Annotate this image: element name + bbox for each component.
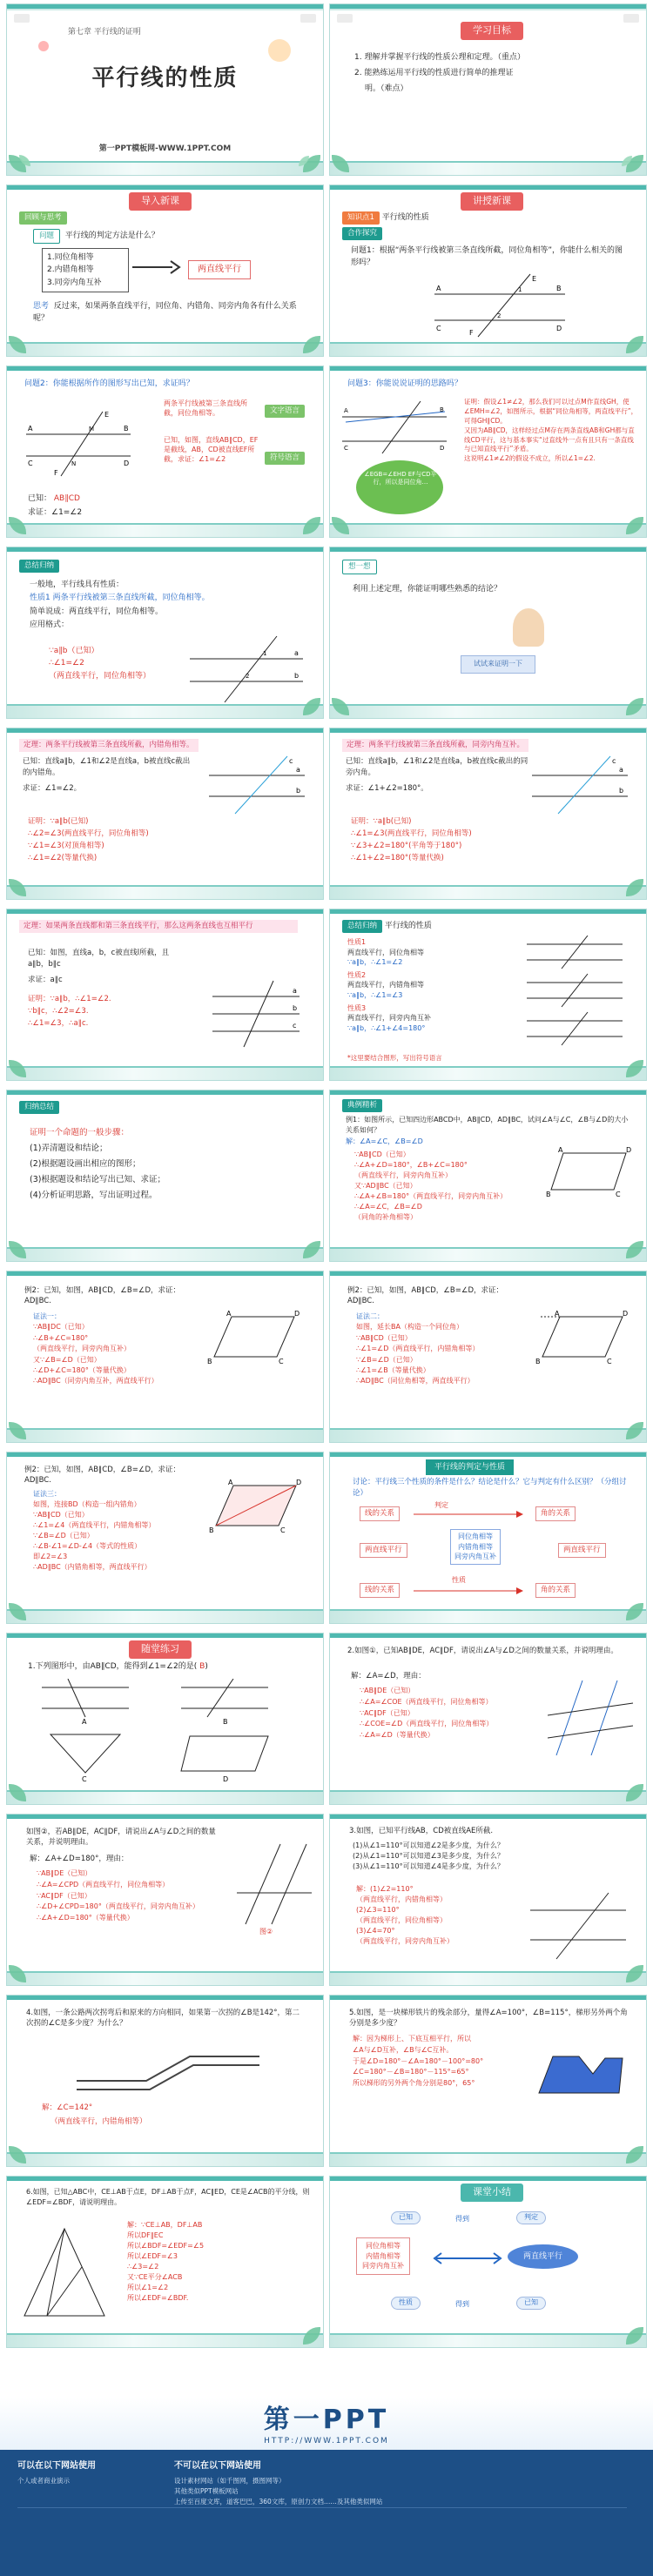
footer-logo: 第一PPT bbox=[263, 2405, 390, 2435]
bubble-illustration bbox=[356, 460, 443, 514]
theorem-given: 已知：如图，直线a，b，c被直线l所截，且 a∥b，b∥c bbox=[28, 949, 170, 969]
question-1: 问题1：根据“两条平行线被第三条直线所截，同位角相等”，你能什么相关的图形吗？ bbox=[351, 246, 623, 268]
example-tag: 典例精析 bbox=[342, 1099, 382, 1112]
svg-text:B: B bbox=[209, 1526, 214, 1534]
svg-text:A: A bbox=[436, 285, 441, 292]
bubble-text: ∠EGB=∠EHD EF与CD平行，所以是同位角… bbox=[364, 471, 437, 486]
cover-title: 平行线的性质 bbox=[91, 65, 239, 91]
svg-text:1: 1 bbox=[518, 286, 522, 293]
prove-line: 求证：∠1=∠2 bbox=[28, 508, 83, 517]
svg-text:a: a bbox=[619, 766, 623, 774]
question-line: 问题 平行线的判定方法是什么？ bbox=[33, 229, 159, 244]
slide-question2 bbox=[6, 366, 324, 538]
footer-url: HTTP://WWW.1PPT.COM bbox=[264, 2437, 389, 2445]
parallel-right: 两直线平行 bbox=[558, 1543, 606, 1558]
slide-goals bbox=[329, 3, 647, 176]
svg-text:c: c bbox=[289, 757, 293, 765]
svg-text:C: C bbox=[279, 1358, 284, 1365]
goals-tag: 学习目标 bbox=[461, 22, 523, 40]
choice-figures bbox=[33, 1679, 294, 1783]
section-banner: 导入新课 bbox=[129, 192, 192, 211]
practice-figure bbox=[548, 1677, 635, 1764]
svg-text:B: B bbox=[223, 1718, 228, 1726]
example-proof: ∵AB∥CD（已知） ∴∠A+∠D=180°，∠B+∠C=180° （两直线平行，同旁内角互补） 又∵AD∥BC（已知） ∴∠A+∠B=180°（两直线平行，同旁内角互补） ∴∠A=∠C，∠B=∠D （同角的补角相等） bbox=[354, 1150, 508, 1221]
example-question: 例2：已知，如图，AB∥CD，∠B=∠D，求证：AD∥BC. bbox=[24, 1286, 181, 1306]
given-label-2: 已知 bbox=[516, 2297, 546, 2310]
svg-text:2: 2 bbox=[246, 673, 250, 680]
think-text: 思考 反过来，如果两条直线平行，同位角、内错角、同旁内角各有什么关系呢？ bbox=[33, 302, 297, 324]
person-illustration bbox=[513, 608, 544, 647]
svg-text:c: c bbox=[612, 757, 616, 765]
example-question: 例2：已知，如图，AB∥CD，∠B=∠D，求证：AD∥BC. bbox=[24, 1466, 181, 1486]
trapezoid-figure bbox=[535, 2048, 631, 2100]
slide-practice6 bbox=[6, 2176, 324, 2348]
svg-text:A: A bbox=[344, 407, 348, 414]
result-box: 两直线平行 bbox=[188, 260, 251, 279]
parallelogram-figure bbox=[535, 1310, 631, 1365]
slide-summary2: 总结归纳 平行线的性质 性质1 两直线平行，同位角相等 ∵a∥b，∴∠1=∠2 性质2 两直线平行，内错角相等 ∵a∥b，∴∠1=∠3 性质3 两直线平行，同旁内角互补 ∵a∥b，∴∠1+∠4=180° *这里要结合图形，写出符号语言 bbox=[329, 909, 647, 1081]
svg-text:B: B bbox=[546, 1191, 551, 1198]
angle-conditions: 同位角相等 内错角相等 同旁内角互补 bbox=[450, 1529, 501, 1565]
slide-theorem-alt bbox=[6, 728, 324, 900]
slide-practice2 bbox=[329, 1633, 647, 1805]
svg-text:B: B bbox=[556, 285, 562, 292]
slide-practice5 bbox=[329, 1995, 647, 2167]
slide-example2-b bbox=[329, 1271, 647, 1443]
given-line: 已知： AB∥CD bbox=[28, 494, 80, 503]
theorem-prove: 求证：∠1+∠2=180°。 bbox=[346, 784, 428, 793]
svg-text:C: C bbox=[82, 1775, 87, 1783]
parallelogram-figure bbox=[207, 1310, 303, 1365]
slide-explore: 讲授新课 知识点1 平行线的性质 合作探究 问题1：根据“两条平行线被第三条直线所截，同位角相等”，你能什么相关的图形吗？ A B C D E F 1 2 bbox=[329, 184, 647, 357]
knowledge-tag: 知识点1 bbox=[342, 211, 380, 225]
svg-text:C: C bbox=[28, 460, 33, 467]
svg-text:C: C bbox=[280, 1526, 286, 1534]
example-question: 例1：如图所示，已知四边形ABCD中，AB∥CD，AD∥BC，试问∠A与∠C，∠B与∠D的大小关系如何？ bbox=[346, 1116, 629, 1134]
svg-text:N: N bbox=[71, 460, 77, 467]
practice-question: 2.如图①，已知AB∥DE，AC∥DF，请说出∠A与∠D之间的数量关系，并说明理由。 bbox=[347, 1647, 618, 1655]
theorem-proof: 证明：∵a∥b(已知) ∴∠1=∠3(两直线平行，同位角相等) ∵∠3+∠2=180°(平角等于180°) ∴∠1+∠2=180°(等量代换) bbox=[351, 817, 472, 863]
practice-figure bbox=[228, 1841, 315, 1928]
svg-text:D: D bbox=[623, 1310, 629, 1318]
discussion-question: 讨论：平行线三个性质的条件是什么？结论是什么？它与判定有什么区别？（分组讨论） bbox=[353, 1478, 627, 1498]
svg-text:2: 2 bbox=[497, 312, 502, 319]
proof-steps: 证明一个命题的一般步骤： (1)弄清题设和结论； (2)根据题设画出相应的图形； (3)根据题设和结论写出已知、求证； (4)分析证明思路，写出证明过程。 bbox=[30, 1128, 165, 1201]
practice-reason: （两直线平行，内错角相等） bbox=[50, 2117, 147, 2126]
svg-text:C: C bbox=[616, 1191, 621, 1198]
svg-text:D: D bbox=[223, 1775, 229, 1783]
explore-tag: 合作探究 bbox=[342, 227, 382, 240]
three-lines-figure bbox=[212, 979, 308, 1049]
practice-question: 3.如图，已知平行线AB，CD被直线AE所截. bbox=[349, 1827, 494, 1835]
question-3: 问题3：你能说说证明的思路吗？ bbox=[347, 379, 462, 388]
practice-proof: ∵AB∥DE（已知） ∴∠A=∠CPD（两直线平行，同位角相等） ∵AC∥DF（已知） ∴∠D+∠CPD=180°（两直线平行，同旁内角互补） ∴∠A+∠D=180°（等量代换） bbox=[37, 1869, 199, 1922]
slide-practice4 bbox=[6, 1995, 324, 2167]
angle-conditions: 同位角相等 内错角相等 同旁内角互补 bbox=[356, 2237, 410, 2275]
proof-text: 证明：假设∠1≠∠2，那么我们可以过点M作直线GH，使∠EMH=∠2，如图所示，根据“同位角相等，两直线平行”，可得GH∥CD。 又因为AB∥CD，这样经过点M存在两条直线AB和GH都与直线CD平行，这与基本事实“过直线外一点有且只有一条直线与已知直线平行”矛盾。 这说明∠1≠∠2的假设不成立，所以∠1=∠2. bbox=[464, 398, 638, 463]
section-banner: 讲授新课 bbox=[461, 192, 523, 211]
svg-text:F: F bbox=[54, 469, 58, 477]
svg-text:b: b bbox=[619, 787, 624, 795]
svg-text:D: D bbox=[440, 445, 445, 452]
theorem-figure bbox=[532, 755, 636, 815]
practice-figure bbox=[530, 1891, 635, 1961]
svg-text:a: a bbox=[293, 987, 297, 995]
slide-question3 bbox=[329, 366, 647, 538]
theorem-title: 定理：两条平行线被第三条直线所截，内错角相等。 bbox=[19, 739, 199, 752]
practice-question: 如图②，若AB∥DE，AC∥DF，请说出∠A与∠D之间的数量关系，并说明理由。 bbox=[26, 1828, 216, 1848]
slide-example2-c bbox=[6, 1452, 324, 1624]
svg-text:D: D bbox=[296, 1479, 302, 1486]
summary-tag: 归纳总结 bbox=[19, 1101, 59, 1114]
slide-practice2b bbox=[6, 1814, 324, 1986]
svg-text:M: M bbox=[89, 426, 95, 433]
svg-text:E: E bbox=[104, 411, 110, 419]
practice-solution: 解：因为梯形上、下底互相平行，所以 ∠A与∠D互补，∠B与∠C互补。 于是∠D=180°－∠A=180°－100°=80° ∠C=180°－∠B=180°－115°=65° 所以梯形的另外两个角分别是80°，65° bbox=[353, 2035, 484, 2088]
review-tag: 回顾与思考 bbox=[19, 211, 67, 225]
implies-arrow bbox=[131, 257, 183, 278]
svg-text:B: B bbox=[535, 1358, 541, 1365]
think-question: 利用上述定理，你能证明哪些熟悉的结论？ bbox=[353, 585, 502, 594]
cover-subtitle: 第一PPT模板网-WWW.1PPT.COM bbox=[98, 144, 232, 153]
svg-text:b: b bbox=[294, 672, 300, 680]
svg-text:c: c bbox=[293, 1022, 297, 1030]
slide-summary1 bbox=[6, 547, 324, 719]
apply-format: ∵a∥b（已知） ∴∠1=∠2 （两直线平行，同位角相等） bbox=[49, 647, 151, 681]
svg-text:b: b bbox=[296, 787, 301, 795]
allowed-list: 个人或者商业演示 bbox=[17, 2477, 70, 2485]
parallel-figure bbox=[190, 634, 312, 704]
svg-text:E: E bbox=[532, 275, 537, 283]
practice-answers: 解：(1)∠2=110° （两直线平行，内错角相等） (2)∠3=110° （两直线平行，同位角相等） (3)∠4=70° （两直线平行，同旁内角互补） bbox=[356, 1885, 454, 1945]
svg-text:1: 1 bbox=[263, 650, 267, 657]
svg-text:D: D bbox=[294, 1310, 300, 1318]
line-relation-2: 线的关系 bbox=[360, 1583, 400, 1598]
slide-review bbox=[6, 184, 324, 357]
slide-steps bbox=[6, 1090, 324, 1262]
practice-proof: ∵AB∥DE（已知） ∴∠A=∠COE（两直线平行，同位角相等） ∵AC∥DF（已知） ∴∠COE=∠D（两直线平行，同位角相等） ∴∠A=∠D（等量代换） bbox=[360, 1687, 494, 1740]
slide-transitive bbox=[6, 909, 324, 1081]
try-prove-button[interactable]: 试试来证明一下 bbox=[461, 655, 535, 674]
svg-text:A: A bbox=[82, 1718, 87, 1726]
property-arrow bbox=[414, 1587, 527, 1595]
svg-text:a: a bbox=[294, 649, 299, 657]
practice-answer: 解：∠A=∠D，理由： bbox=[351, 1672, 426, 1680]
example-proof: 证法一： ∵AB∥DC（已知） ∴∠B+∠C=180° （两直线平行，同旁内角互补） 又∵∠B=∠D（已知） ∴∠D+∠C=180°（等量代换） ∴AD∥BC（同旁内角互补，两直线平行） bbox=[33, 1312, 158, 1385]
practice-question: 4.如图，一条公路两次拐弯后和原来的方向相同，如果第一次拐的∠B是142°，第二次拐的∠C是多少度？为什么？ bbox=[26, 2009, 300, 2029]
get-label: 得到 bbox=[455, 2215, 469, 2223]
symbol-statement: 已知，如图，直线AB∥CD，EF是截线，AB，CD被直线EF所截，求证：∠1=∠2 bbox=[164, 436, 259, 463]
theorem-given: 已知：直线a∥b，∠1和∠2是直线a，b被直线c截出的同旁内角。 bbox=[346, 757, 528, 777]
parallel-left: 两直线平行 bbox=[360, 1543, 407, 1558]
theorem-given: 已知：直线a∥b，∠1和∠2是直线a，b被直线c截出的内错角。 bbox=[23, 757, 191, 777]
goals-list: 1. 理解并掌握平行线的性质公理和定理。（重点） 2. 能熟练运用平行线的性质进行简单的推理证 明。（难点） bbox=[354, 53, 525, 93]
footer-banner bbox=[0, 2398, 653, 2576]
svg-text:C: C bbox=[607, 1358, 612, 1365]
practice-answer: 解：∠A+∠D=180°，理由： bbox=[30, 1855, 129, 1863]
parallelogram-figure bbox=[209, 1479, 305, 1534]
forbidden-heading: 不可以在以下网站使用 bbox=[174, 2461, 261, 2471]
slide-compare bbox=[329, 1452, 647, 1624]
svg-text:B: B bbox=[207, 1358, 212, 1365]
slide-practice1 bbox=[6, 1633, 324, 1805]
svg-text:b: b bbox=[293, 1004, 298, 1012]
slide-example2-a bbox=[6, 1271, 324, 1443]
forbidden-list: 设计素材网站（如千图网，摄图网等） 其他类似PPT模板网站 上传至百度文库，道客巴巴，360文库，原创力文档……及其他类似网站 bbox=[174, 2477, 383, 2506]
parallel-figure bbox=[26, 408, 139, 478]
judge-label: 判定 bbox=[434, 1501, 448, 1509]
practice-question: 6.如图，已知△ABC中，CE⊥AB于点E，DF⊥AB于点F，AC∥ED，CE是∠ACB的平分线，则∠EDF=∠BDF，请说明理由。 bbox=[26, 2188, 310, 2206]
svg-text:B: B bbox=[124, 425, 129, 433]
judge-label: 判定 bbox=[516, 2211, 546, 2224]
theorem-title: 定理：如果两条直线都和第三条直线平行，那么这两条直线也互相平行 bbox=[19, 920, 298, 933]
svg-text:D: D bbox=[626, 1146, 632, 1154]
word-statement: 两条平行线被第三条直线所截，同位角相等。 bbox=[164, 399, 247, 417]
property-label: 性质 bbox=[391, 2297, 421, 2310]
theorem-prove: 求证：a∥c bbox=[28, 976, 63, 984]
slide-cover bbox=[6, 3, 324, 176]
practice-solution: 解：∵CE⊥AB，DF⊥AB 所以DF∥EC 所以∠BDF=∠EDF=∠5 所以∠EDF=∠3 ∴∠3=∠2 又∵CE平分∠ACB 所以∠1=∠2 所以∠EDF=∠BDF. bbox=[127, 2221, 205, 2302]
double-arrow bbox=[433, 2250, 502, 2267]
theorem-proof: 证明：∵a∥b，∴∠1=∠2. ∵b∥c，∴∠2=∠3. ∴∠1=∠3，∴a∥c. bbox=[28, 995, 111, 1029]
condition-list: 1.同位角相等 2.内错角相等 3.同旁内角互补 bbox=[42, 248, 129, 292]
svg-text:A: A bbox=[558, 1146, 563, 1154]
question-2: 问题2：你能根据所作的图形写出已知，求证吗？ bbox=[24, 379, 194, 388]
slide-lesson-summary bbox=[329, 2176, 647, 2348]
svg-text:C: C bbox=[436, 325, 441, 332]
angle-relation-2: 角的关系 bbox=[535, 1583, 576, 1598]
compare-tag: 平行线的判定与性质 bbox=[426, 1459, 514, 1475]
allowed-heading: 可以在以下网站使用 bbox=[17, 2461, 96, 2471]
think-tag: 想一想 bbox=[342, 560, 377, 574]
proof-figure bbox=[342, 399, 455, 455]
example-question: 例2：已知，如图，AB∥CD，∠B=∠D，求证：AD∥BC. bbox=[347, 1286, 504, 1306]
practice-answer: 解：∠C=142° bbox=[42, 2103, 93, 2112]
svg-text:C: C bbox=[344, 445, 348, 452]
word-tag: 文字语言 bbox=[265, 405, 305, 418]
svg-text:D: D bbox=[556, 325, 562, 332]
example-proof: 证法三： 如图，连接BD（构造一组内错角） ∵AB∥CD（已知） ∴∠1=∠4（两直线平行，内错角相等） ∵∠B=∠D（已知） ∴∠B-∠1=∠D-∠4（等式的性质） 即∠2=∠3 ∴AD∥BC（内错角相等，两直线平行） bbox=[33, 1490, 156, 1571]
svg-text:A: A bbox=[226, 1310, 232, 1318]
judge-arrow bbox=[414, 1510, 527, 1519]
slide-practice3 bbox=[329, 1814, 647, 1986]
svg-text:A: A bbox=[555, 1310, 560, 1318]
parallel-figure bbox=[434, 272, 574, 338]
theorem-prove: 求证：∠1=∠2。 bbox=[23, 784, 82, 793]
summary-banner: 课堂小结 bbox=[461, 2184, 523, 2202]
svg-text:B: B bbox=[440, 406, 444, 413]
svg-text:a: a bbox=[296, 766, 300, 774]
property-figures bbox=[527, 936, 631, 1049]
property-text: 一般地，平行线具有性质： 性质1 两条平行线被第三条直线所截，同位角相等。 简单说成：两直线平行，同位角相等。 应用格式： bbox=[30, 580, 210, 629]
example-proof: 证法二： 如图，延长BA（构造一个同位角） ∵AB∥CD（已知） ∴∠1=∠D（两直线平行，内错角相等） ∵∠B=∠D（已知） ∴∠1=∠B（等量代换） ∴AD∥BC（同位角相等，两直线平行） bbox=[356, 1312, 480, 1385]
theorem-proof: 证明：∵a∥b(已知) ∴∠2=∠3(两直线平行，同位角相等) ∵∠1=∠3(对顶角相等) ∴∠1=∠2(等量代换) bbox=[28, 817, 149, 863]
sub-questions: (1)从∠1=110°可以知道∠2是多少度，为什么？ (2)从∠1=110°可以知道∠3是多少度，为什么？ (3)从∠1=110°可以知道∠4是多少度，为什么？ bbox=[353, 1841, 504, 1870]
svg-text:A: A bbox=[28, 425, 33, 433]
symbol-tag: 符号语言 bbox=[265, 452, 305, 465]
chapter-label: 第七章 平行线的证明 bbox=[68, 28, 141, 37]
road-figure bbox=[77, 2046, 268, 2098]
figure-label: 图② bbox=[259, 1928, 273, 1935]
practice-question: 5.如图，是一块梯形铁片的残余部分，量得∠A=100°，∠B=115°，梯形另外两个角分别是多少度？ bbox=[349, 2009, 628, 2029]
line-relation: 线的关系 bbox=[360, 1506, 400, 1521]
property-list: 性质1 两直线平行，同位角相等 ∵a∥b，∴∠1=∠2 性质2 两直线平行，内错角相等 ∵a∥b，∴∠1=∠3 性质3 两直线平行，同旁内角互补 ∵a∥b，∴∠1+∠4=180° bbox=[347, 938, 431, 1032]
summary-tag: 总结归纳 bbox=[19, 560, 59, 573]
svg-text:D: D bbox=[124, 460, 130, 467]
section-banner: 随堂练习 bbox=[129, 1640, 192, 1659]
theorem-figure bbox=[209, 755, 313, 815]
summary-tag: 总结归纳 bbox=[342, 920, 382, 933]
svg-text:A: A bbox=[228, 1479, 233, 1486]
get-label-2: 得到 bbox=[455, 2300, 469, 2308]
theorem-title: 定理：两条平行线被第三条直线所截，同旁内角互补。 bbox=[342, 739, 528, 752]
property-label: 性质 bbox=[452, 1576, 466, 1584]
angle-relation: 角的关系 bbox=[535, 1506, 576, 1521]
slide-think bbox=[329, 547, 647, 719]
slide-example1 bbox=[329, 1090, 647, 1262]
svg-text:F: F bbox=[469, 329, 474, 337]
slide-theorem-co bbox=[329, 728, 647, 900]
parallel-center: 两直线平行 bbox=[508, 2244, 578, 2269]
parallelogram-figure bbox=[546, 1146, 633, 1198]
example-answer: 解：∠A=∠C，∠B=∠D bbox=[346, 1137, 423, 1145]
triangle-figure bbox=[21, 2225, 108, 2321]
given-label: 已知 bbox=[391, 2211, 421, 2224]
symbol-note: *这里要结合图形，写出符号语言 bbox=[347, 1054, 442, 1062]
practice-question: 1.下列图形中，由AB∥CD，能得到∠1=∠2的是( B) bbox=[28, 1662, 208, 1671]
